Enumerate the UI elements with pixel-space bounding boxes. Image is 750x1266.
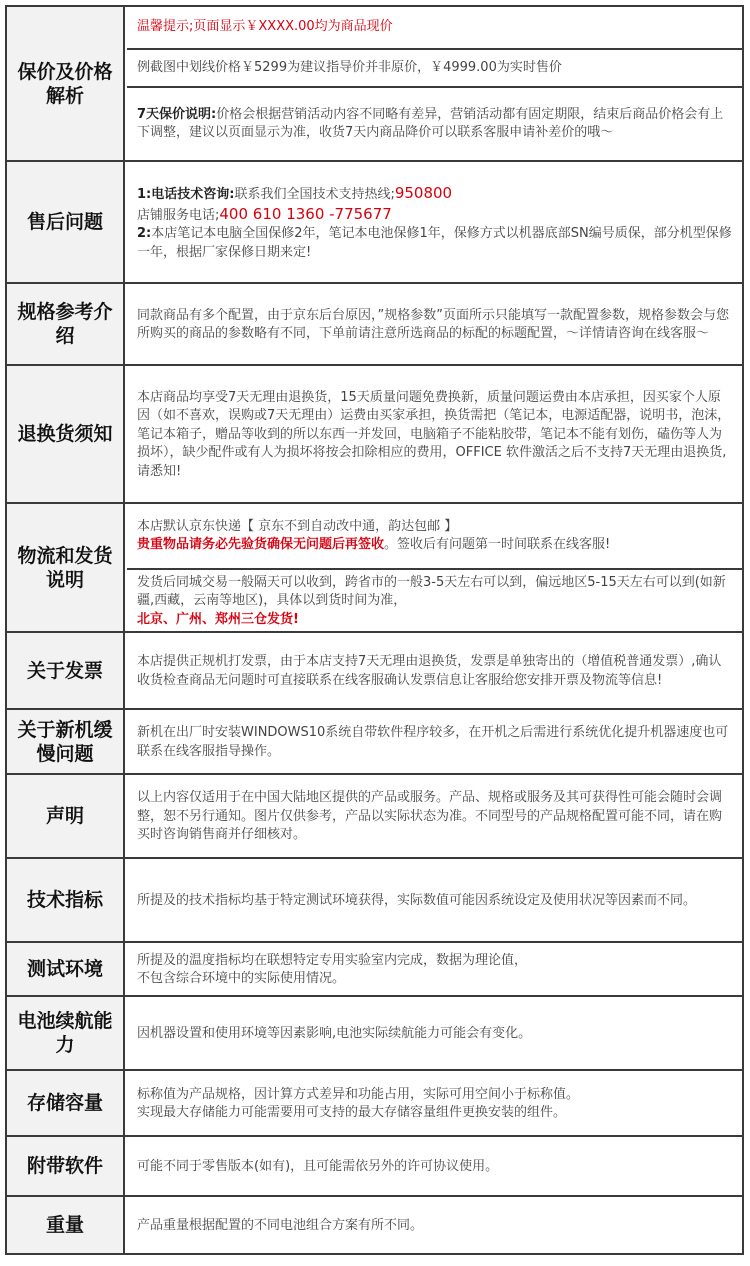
content-paragraph: [137, 952, 732, 971]
section-row: [7, 708, 742, 773]
content-cell: [127, 1137, 742, 1197]
spec-notice-table: [5, 5, 744, 1255]
content-paragraph: [137, 389, 732, 482]
content-paragraph: [137, 574, 732, 611]
content-paragraph: [137, 518, 732, 537]
emphasis-text: 1:电话技术咨询:: [137, 187, 235, 202]
content-cell: [127, 366, 742, 504]
body-text: 价格会根据营销活动内容不同略有差异，营销活动都有固定期限，结束后商品价格会有上下调整，建议以页面显示为准，收货7天内商品降价可以联系客服申请补差价的哦～: [137, 106, 724, 140]
section-content: [127, 633, 742, 708]
highlight-text: 贵重物品请务必先验货确保无问题后再签收: [137, 537, 385, 552]
content-paragraph: [137, 18, 732, 37]
body-text: 不包含综合环境中的实际使用情况。: [137, 971, 346, 986]
section-title: 售后问题: [7, 162, 125, 282]
section-row: [7, 857, 742, 941]
section-title: 存储容量: [7, 1071, 125, 1135]
content-paragraph: [137, 1158, 732, 1177]
content-paragraph: [137, 205, 732, 226]
content-cell: [127, 568, 742, 633]
section-content: [127, 284, 742, 364]
content-paragraph: [137, 59, 732, 78]
content-cell: [127, 633, 742, 710]
content-paragraph: [137, 106, 732, 143]
section-title: 规格参考介绍: [7, 284, 125, 364]
body-text: 因机器设置和使用环境等因素影响,电池实际续航能力可能会有变化。: [137, 1025, 532, 1041]
highlight-text: 北京、广州、郑州三仓发货!: [137, 611, 299, 627]
content-cell: [127, 1071, 742, 1137]
body-text: 可能不同于零售版本(如有)，且可能需依另外的许可协议使用。: [137, 1158, 499, 1174]
content-paragraph: [137, 970, 732, 989]
body-text: 。签收后有问题第一时间联系在线客服!: [384, 537, 611, 552]
section-title: 重量: [7, 1197, 125, 1253]
section-content: [127, 1197, 742, 1253]
section-content: [127, 710, 742, 773]
section-content: [127, 1137, 742, 1195]
section-content: [127, 7, 742, 160]
section-content: [127, 943, 742, 995]
section-row: [7, 631, 742, 708]
section-row: [7, 282, 742, 364]
content-cell: [127, 859, 742, 943]
section-content: [127, 859, 742, 941]
content-paragraph: [137, 892, 732, 911]
body-text: 所提及的温度指标均在联想特定专用实验室内完成，数据为理论值，: [137, 952, 528, 968]
content-paragraph: [137, 225, 732, 262]
body-text: 产品重量根据配置的不同电池组合方案有所不同。: [137, 1217, 424, 1233]
body-text: 以上内容仅适用于在中国大陆地区提供的产品或服务。产品、规格或服务及其可获得性可能会随时会调整，恕不另行通知。图片仅供参考，产品以实际状态为准。不同型号的产品规格配置可能不同，请在购买时咨询销售商并仔细核对。: [137, 790, 723, 843]
highlight-text: 400 610 1360 -775677: [219, 204, 392, 223]
body-text: 本店默认京东快递【 京东不到自动改中通，韵达包邮 】: [137, 518, 458, 534]
content-paragraph: [137, 536, 732, 555]
content-cell: [127, 284, 742, 366]
content-cell: [127, 504, 742, 568]
content-cell: [127, 1197, 742, 1255]
emphasis-text: 7天保价说明:: [137, 106, 217, 122]
content-paragraph: [137, 611, 732, 630]
content-cell: [127, 943, 742, 997]
content-paragraph: [137, 1025, 732, 1044]
section-content: [127, 504, 742, 631]
content-cell: [127, 86, 742, 160]
content-cell: [127, 48, 742, 86]
content-cell: [127, 162, 742, 284]
content-paragraph: [137, 307, 732, 344]
section-row: [7, 995, 742, 1069]
body-text: 实现最大存储能力可能需要用可支持的最大存储容量组件更换安装的组件。: [137, 1105, 567, 1120]
section-content: [127, 366, 742, 502]
body-text: 新机在出厂时安装WINDOWS10系统自带软件程序较多，在开机之后需进行系统优化提升机器速度也可联系在线客服指导操作。: [137, 725, 729, 759]
content-cell: [127, 7, 742, 48]
section-row: [7, 941, 742, 995]
body-text: 本店笔记本电脑全国保修2年，笔记本电池保修1年，保修方式以机器底部SN编号质保，部分机型保修一年，根据厂家保修日期来定!: [137, 226, 732, 260]
section-row: [7, 7, 742, 160]
section-title: 关于发票: [7, 633, 125, 708]
content-paragraph: [137, 653, 732, 690]
section-row: [7, 1069, 742, 1135]
section-row: [7, 364, 742, 502]
section-title: 测试环境: [7, 943, 125, 995]
highlight-text: 温馨提示;页面显示￥XXXX.00均为商品现价: [137, 19, 393, 35]
content-paragraph: [137, 724, 732, 761]
body-text: 标称值为产品规格，因计算方式差异和功能占用，实际可用空间小于标称值。: [137, 1086, 580, 1102]
section-title: 物流和发货说明: [7, 504, 125, 631]
section-title: 声明: [7, 775, 125, 857]
section-title: 电池续航能力: [7, 997, 125, 1069]
content-cell: [127, 710, 742, 775]
content-paragraph: [137, 789, 732, 845]
content-cell: [127, 775, 742, 859]
body-text: 所提及的技术指标均基于特定测试环境获得，实际数值可能因系统设定及使用状况等因素而不同。: [137, 892, 697, 908]
section-content: [127, 775, 742, 857]
section-title: 关于新机缓慢问题: [7, 710, 125, 773]
emphasis-text: 2:: [137, 226, 152, 241]
section-row: [7, 1135, 742, 1195]
section-row: [7, 773, 742, 857]
content-paragraph: [137, 184, 732, 205]
content-cell: [127, 997, 742, 1071]
content-paragraph: [137, 1104, 732, 1123]
section-row: [7, 502, 742, 631]
section-title: 技术指标: [7, 859, 125, 941]
body-text: 发货后同城交易一般隔天可以收到，跨省市的一般3-5天左右可以到，偏远地区5-15天左右可以到(如新疆,西藏，云南等地区)，具体以到货时间为准，: [137, 574, 726, 609]
body-text: 本店商品均享受7天无理由退换货，15天质量问题免费换新，质量问题运费由本店承担，因买家个人原因（如不喜欢，误购或7天无理由）运费由买家承担，换货需把（笔记本，电源适配器，说明书，泡沫，笔记本箱子，赠品等收到的所以东西一并发回，电脑箱子不能粘胶带，笔记本不能有划伤，磕伤等人为损坏），缺少配件或有人为损坏将按会扣除相应的费用，OFFICE 软件激活之后不支持7天无理由退换货,请悉知!: [137, 389, 731, 479]
section-row: [7, 1195, 742, 1253]
body-text: 本店提供正规机打发票，由于本店支持7天无理由退换货，发票是单独寄出的（增值税普通发票）,确认收货检查商品无问题时可直接联系在线客服确认发票信息让客服给您安排开票及物流等信息!: [137, 654, 722, 688]
body-text: 同款商品有多个配置，由于京东后台原因，”规格参数”页面所示只能填写一款配置参数，规格参数会与您所购买的商品的参数略有不同，下单前请注意所选商品的标配的标题配置，～详情请咨询在线客服～: [137, 307, 729, 341]
section-title: 保价及价格解析: [7, 7, 125, 160]
highlight-text: 950800: [394, 184, 453, 202]
section-title: 退换货须知: [7, 366, 125, 502]
section-content: [127, 997, 742, 1069]
section-title: 附带软件: [7, 1137, 125, 1195]
content-paragraph: [137, 1217, 732, 1236]
body-text: 例截图中划线价格￥5299为建议指导价并非原价，￥4999.00为实时售价: [137, 59, 562, 75]
body-text: 联系我们全国技术支持热线;: [234, 187, 395, 202]
section-content: [127, 162, 742, 282]
section-content: [127, 1071, 742, 1135]
body-text: 店铺服务电话;: [137, 207, 220, 223]
content-paragraph: [137, 1086, 732, 1105]
section-row: [7, 160, 742, 282]
